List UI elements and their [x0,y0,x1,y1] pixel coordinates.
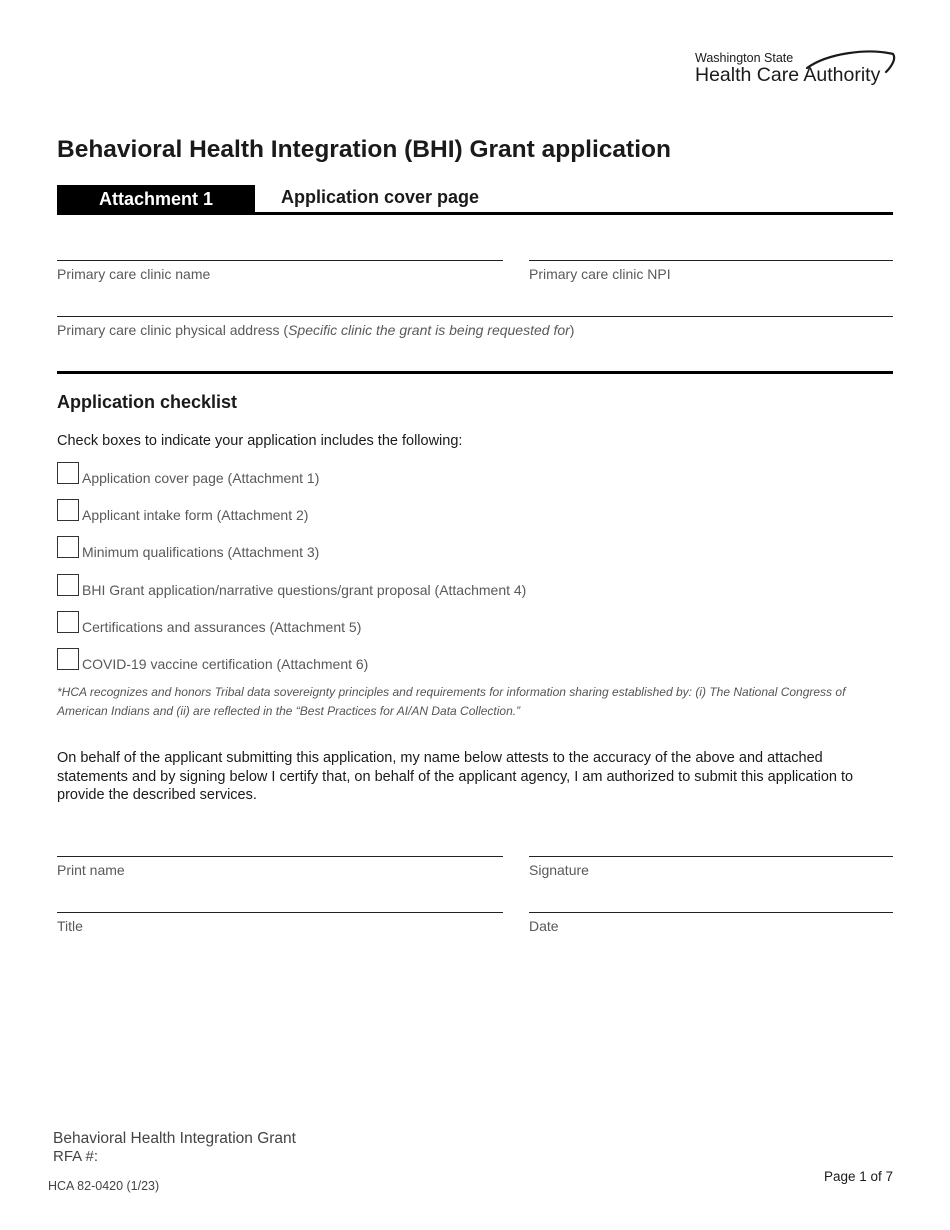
footnote [57,683,845,721]
clinic-name-input[interactable] [57,238,503,261]
page-title: Behavioral Health Integration (BHI) Grant application [57,136,671,163]
checklist-heading: Application checklist [57,392,238,412]
footer-rfa-number: RFA #: [53,1148,99,1165]
attestation-text [57,749,853,805]
footer-program-name: Behavioral Health Integration Grant [53,1130,296,1147]
print-name-label: Print name [57,862,125,878]
checkbox-attachment-3[interactable] [57,536,79,558]
section-divider [57,212,893,215]
logo-swoosh-icon [790,45,900,90]
print-name-input[interactable] [57,834,503,857]
footnote-line: *HCA recognizes and honors Tribal data sovereignty principles and requirements for information sharing established by: (i) The National Congress of [57,685,846,699]
clinic-address-label-text: Primary care clinic physical address ( [57,322,289,338]
date-input[interactable] [529,890,893,913]
clinic-npi-input[interactable] [529,238,893,261]
logo-state-text: Washington State [695,51,794,65]
checklist-instruction: Check boxes to indicate your application includes the following: [57,433,463,449]
footer-form-number: HCA 82-0420 (1/23) [48,1179,160,1193]
checklist-item-label: Application cover page (Attachment 1) [82,470,320,486]
logo-agency-text: Health Care Authority [695,64,881,86]
checklist [57,462,893,672]
clinic-address-label-note: Specific clinic the grant is being requested for [288,322,570,338]
attachment-badge: Attachment 1 [57,185,255,213]
checklist-item [57,574,893,598]
attachment-heading: Application cover page [281,187,480,207]
checklist-item [57,648,893,672]
checklist-item [57,462,893,486]
clinic-address-input[interactable] [57,294,893,317]
signature-input[interactable] [529,834,893,857]
title-label: Title [57,918,83,934]
checkbox-attachment-1[interactable] [57,462,79,484]
signature-label: Signature [529,862,589,878]
checklist-item [57,499,893,523]
clinic-address-label-close: ) [569,322,575,338]
section-divider [57,371,893,374]
title-input[interactable] [57,890,503,913]
attestation-line: statements and by signing below I certify that, on behalf of the applicant agency, I am authorized to submit this application to [57,768,854,785]
checklist-item-label: BHI Grant application/narrative questions/grant proposal (Attachment 4) [82,582,527,598]
date-label: Date [529,918,559,934]
checklist-item-label: Applicant intake form (Attachment 2) [82,507,309,523]
checklist-item-label: Certifications and assurances (Attachment 5) [82,619,362,635]
checkbox-attachment-5[interactable] [57,611,79,633]
attestation-line: provide the described services. [57,787,257,803]
attestation-line: On behalf of the applicant submitting this application, my name below attests to the accuracy of the above and attached [57,750,823,766]
checklist-item-label: COVID-19 vaccine certification (Attachment 6) [82,656,369,672]
checklist-item [57,611,893,635]
clinic-npi-label: Primary care clinic NPI [529,266,671,282]
checkbox-attachment-6[interactable] [57,648,79,670]
footnote-line: American Indians and (ii) are reflected in the “Best Practices for AI/AN Data Collection.” [57,704,521,718]
clinic-address-label [57,322,574,338]
page-number: Page 1 of 7 [823,1169,893,1184]
checklist-item [57,536,893,560]
checkbox-attachment-4[interactable] [57,574,79,596]
clinic-name-label: Primary care clinic name [57,266,211,282]
checkbox-attachment-2[interactable] [57,499,79,521]
checklist-item-label: Minimum qualifications (Attachment 3) [82,544,320,560]
